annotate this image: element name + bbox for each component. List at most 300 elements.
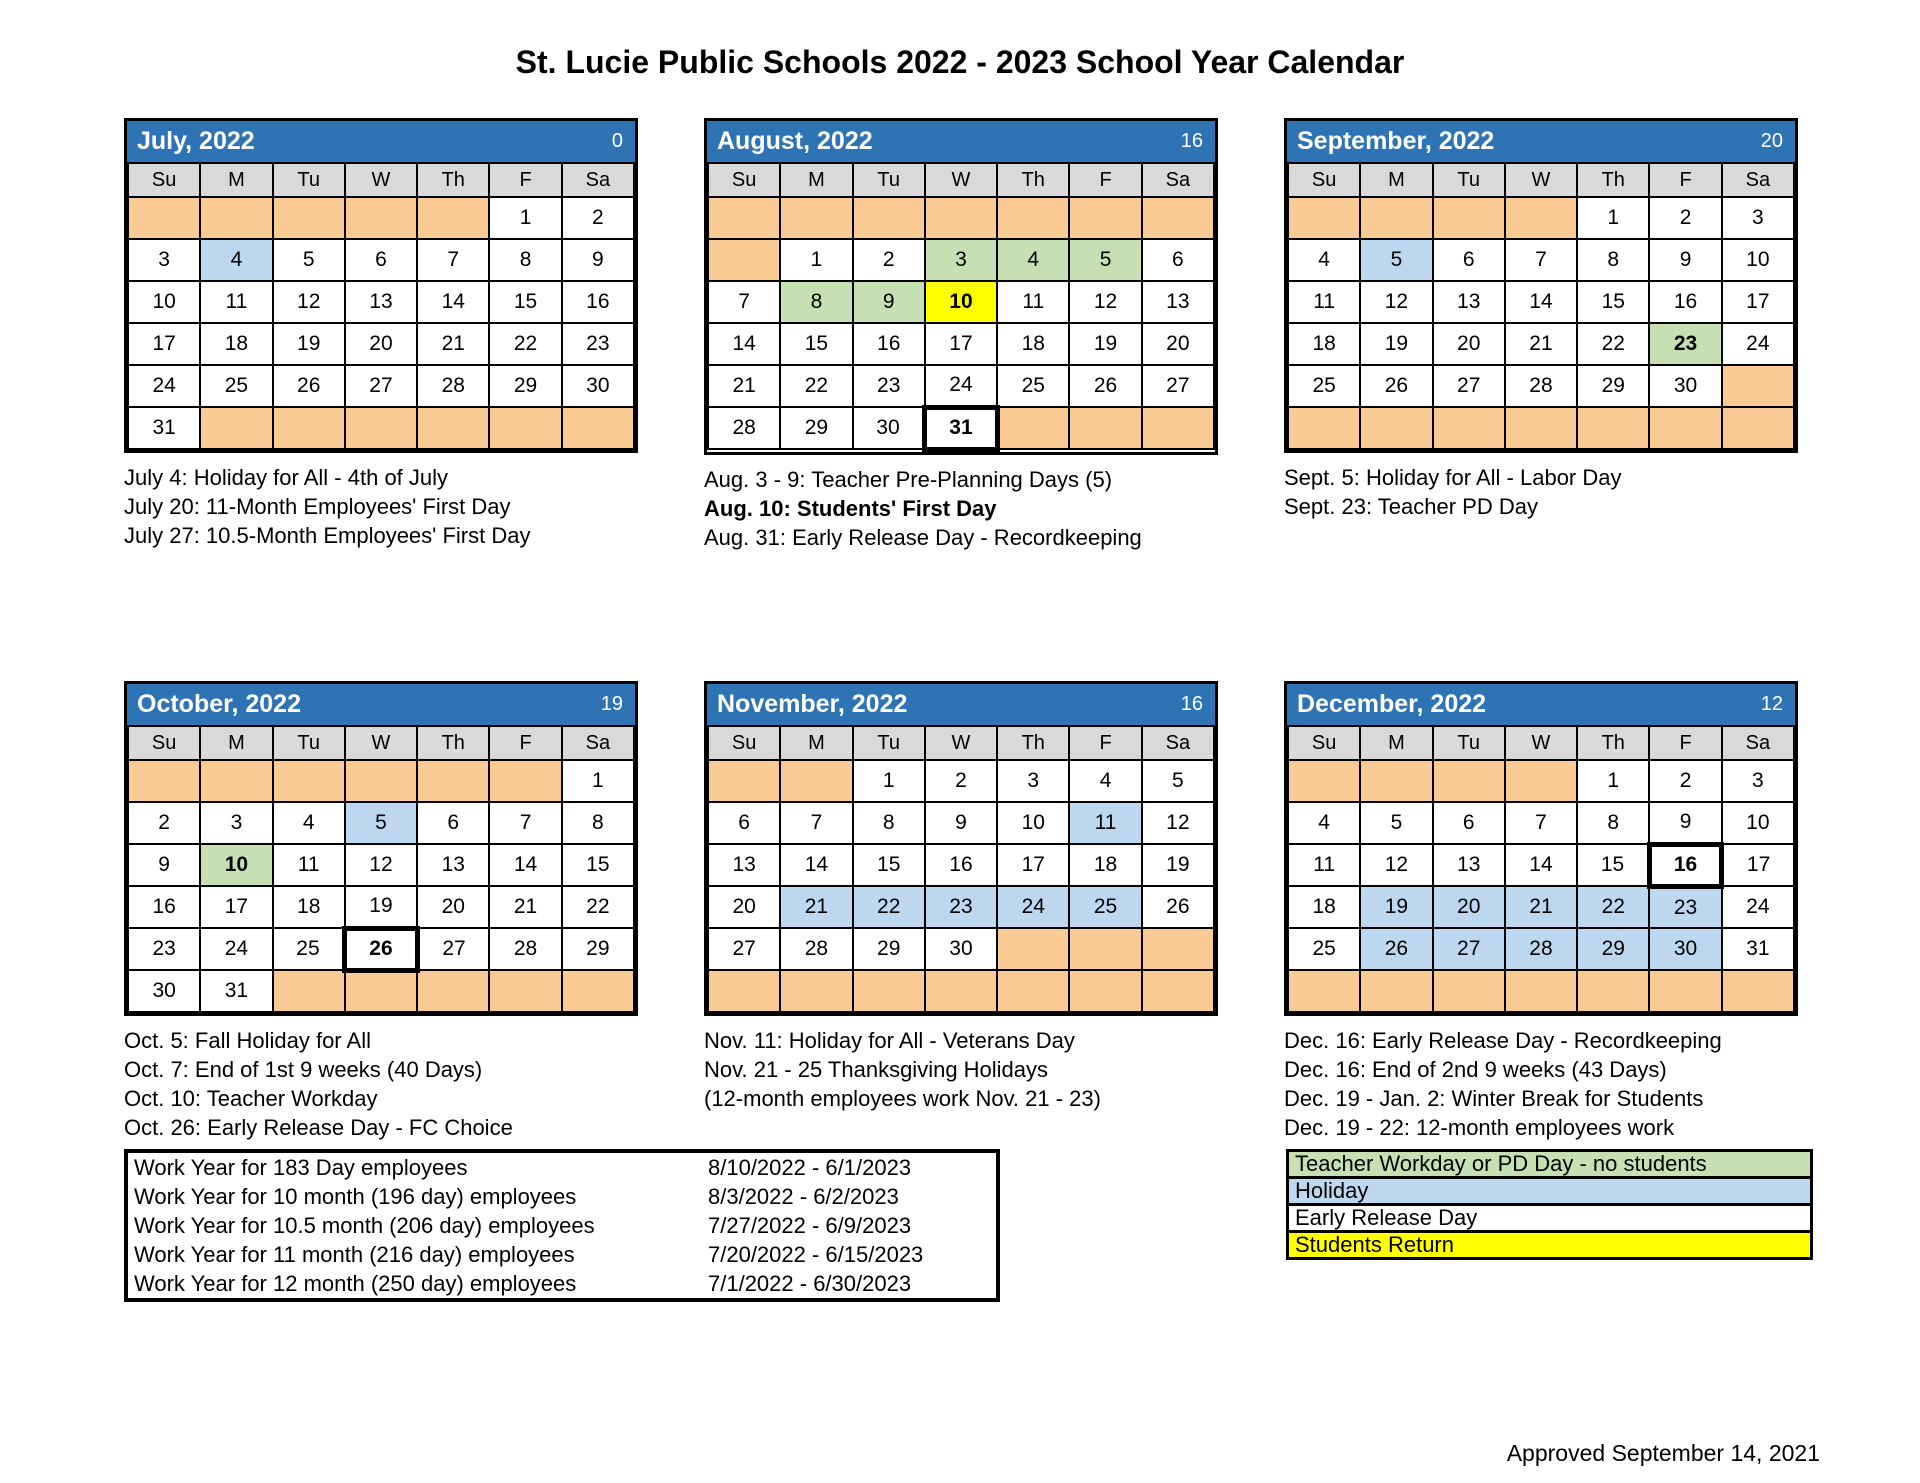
calendar-day-cell [273,197,345,239]
month-name: October, 2022 [137,690,301,718]
work-year-dates: 7/1/2022 - 6/30/2023 [708,1270,912,1296]
calendar-day-cell: 8 [489,239,561,281]
calendar-day-cell: 11 [1288,281,1360,323]
calendar-day-cell: 3 [200,802,272,844]
calendar-day-cell: 13 [1142,281,1214,323]
calendar-day-cell: 10 [128,281,200,323]
calendar-day-cell: 10 [1722,239,1794,281]
calendar-day-cell: 27 [708,928,780,970]
calendar-day-cell: 1 [853,760,925,802]
calendar-day-cell: 9 [128,844,200,886]
calendar-day-cell: 24 [1722,886,1794,928]
month-notes [124,463,638,550]
calendar-day-cell: 19 [1360,323,1432,365]
calendar-day-cell: 4 [1288,239,1360,281]
calendar-day-cell: 25 [1069,886,1141,928]
month-header [707,684,1215,725]
calendar-day-cell: 23 [562,323,634,365]
calendar-day-cell: 20 [708,886,780,928]
calendar-day-cell: 7 [780,802,852,844]
calendar-day-cell: 20 [345,323,417,365]
note-line: Nov. 21 - 25 Thanksgiving Holidays [704,1057,1049,1082]
legend-item-holiday: Holiday [1286,1176,1813,1206]
calendar-day-cell [1142,197,1214,239]
calendar-day-cell: 22 [1577,886,1649,928]
calendar-day-cell [562,970,634,1012]
calendar-day-cell: 11 [1288,844,1360,886]
legend-item-teacher: Teacher Workday or PD Day - no students [1286,1149,1813,1179]
calendar-day-cell [1577,970,1649,1012]
weekday-header: Su [1288,726,1360,760]
weekday-header: W [925,163,997,197]
calendar-day-cell: 14 [417,281,489,323]
calendar-day-cell [417,407,489,449]
calendar-day-cell: 30 [1649,928,1721,970]
calendar-day-cell: 2 [925,760,997,802]
calendar-day-cell: 8 [1577,239,1649,281]
calendar-day-cell [200,407,272,449]
calendar-day-cell [1360,760,1432,802]
weekday-header: Tu [853,163,925,197]
calendar-day-cell [1069,407,1141,449]
calendar-day-cell: 6 [1433,802,1505,844]
calendar-day-cell [1649,407,1721,449]
calendar-day-cell: 25 [200,365,272,407]
calendar-day-cell: 6 [1433,239,1505,281]
weekday-header: Sa [1142,726,1214,760]
calendar-day-cell: 6 [1142,239,1214,281]
note-line: Nov. 11: Holiday for All - Veterans Day [704,1028,1075,1053]
calendar-day-cell: 27 [1433,928,1505,970]
calendar-day-cell: 29 [853,928,925,970]
calendar-day-cell: 20 [1433,886,1505,928]
calendar-day-cell: 18 [1288,323,1360,365]
month-day-count: 12 [1760,693,1783,715]
weekday-header: W [1505,163,1577,197]
calendar-day-cell: 13 [417,844,489,886]
calendar-day-cell [417,970,489,1012]
calendar-day-cell: 29 [489,365,561,407]
note-line: Sept. 5: Holiday for All - Labor Day [1284,465,1622,490]
calendar-day-cell: 29 [1577,928,1649,970]
calendar-day-cell [489,407,561,449]
calendar-day-cell: 29 [562,928,634,970]
weekday-header: Sa [1722,163,1794,197]
weekday-header: Tu [1433,726,1505,760]
month-header [1287,121,1795,162]
month-name: July, 2022 [137,127,255,155]
month-day-count: 16 [1180,693,1203,715]
calendar-day-cell: 28 [1505,928,1577,970]
month-calendar [1284,681,1798,1016]
calendar-day-cell: 19 [1360,886,1432,928]
calendar-day-cell: 10 [997,802,1069,844]
calendar-day-cell: 15 [1577,844,1649,886]
calendar-day-cell: 10 [200,844,272,886]
calendar-day-cell: 2 [853,239,925,281]
work-year-label: Work Year for 11 month (216 day) employees [134,1241,575,1267]
calendar-day-cell: 16 [925,844,997,886]
calendar-day-cell [997,970,1069,1012]
month-grid [707,725,1215,1013]
calendar-day-cell: 17 [1722,281,1794,323]
calendar-day-cell: 2 [1649,760,1721,802]
calendar-day-cell [489,760,561,802]
calendar-day-cell: 11 [273,844,345,886]
calendar-day-cell: 12 [1360,844,1432,886]
calendar-day-cell: 30 [562,365,634,407]
month-name: December, 2022 [1297,690,1487,718]
month-day-count: 16 [1180,130,1203,152]
weekday-header: Sa [1722,726,1794,760]
calendar-day-cell [708,760,780,802]
calendar-day-cell: 22 [780,365,852,407]
calendar-day-cell: 31 [925,407,997,449]
month-day-count: 19 [600,693,623,715]
calendar-day-cell: 13 [1433,281,1505,323]
calendar-day-cell: 29 [1577,365,1649,407]
calendar-day-cell: 7 [1505,239,1577,281]
calendar-day-cell: 26 [345,928,417,970]
calendar-day-cell: 8 [1577,802,1649,844]
calendar-day-cell [200,197,272,239]
month-day-count: 20 [1760,130,1783,152]
weekday-header: Sa [562,163,634,197]
calendar-day-cell [925,197,997,239]
calendar-day-cell: 1 [780,239,852,281]
calendar-day-cell: 27 [345,365,417,407]
calendar-day-cell: 17 [128,323,200,365]
calendar-day-cell: 20 [1433,323,1505,365]
calendar-day-cell: 28 [489,928,561,970]
month-notes [704,465,1218,552]
calendar-day-cell: 17 [997,844,1069,886]
page-title: St. Lucie Public Schools 2022 - 2023 School Year Calendar [515,44,1405,80]
month-grid [127,162,635,450]
calendar-day-cell: 7 [489,802,561,844]
calendar-day-cell: 23 [128,928,200,970]
calendar-day-cell: 14 [1505,281,1577,323]
calendar-day-cell: 23 [853,365,925,407]
calendar-day-cell: 21 [417,323,489,365]
calendar-day-cell [780,970,852,1012]
calendar-day-cell: 29 [780,407,852,449]
month-notes [704,1026,1218,1113]
weekday-header: Sa [562,726,634,760]
calendar-day-cell: 4 [1069,760,1141,802]
calendar-day-cell: 9 [1649,239,1721,281]
calendar-day-cell: 5 [1069,239,1141,281]
month-calendar [1284,118,1798,453]
calendar-day-cell: 12 [1069,281,1141,323]
weekday-header: M [1360,726,1432,760]
work-year-dates: 8/3/2022 - 6/2/2023 [708,1183,899,1209]
note-line: July 4: Holiday for All - 4th of July [124,465,449,490]
weekday-header: Su [1288,163,1360,197]
calendar-day-cell: 4 [997,239,1069,281]
calendar-day-cell: 12 [273,281,345,323]
calendar-day-cell [1069,928,1141,970]
calendar-day-cell: 16 [853,323,925,365]
work-year-label: Work Year for 12 month (250 day) employees [134,1270,577,1296]
work-year-row [128,1153,996,1182]
calendar-day-cell: 19 [273,323,345,365]
calendar-day-cell [1433,760,1505,802]
calendar-day-cell [273,760,345,802]
calendar-day-cell: 5 [1142,760,1214,802]
month-block [124,681,638,1142]
calendar-day-cell: 10 [925,281,997,323]
calendar-day-cell [1288,970,1360,1012]
note-line: Aug. 10: Students' First Day [704,495,997,521]
calendar-day-cell: 3 [1722,760,1794,802]
calendar-day-cell [1142,407,1214,449]
calendar-day-cell: 2 [128,802,200,844]
color-legend [1286,1149,1813,1260]
weekday-header: Su [708,163,780,197]
work-year-row [128,1240,996,1269]
calendar-day-cell: 10 [1722,802,1794,844]
calendar-day-cell: 13 [708,844,780,886]
calendar-day-cell: 31 [128,407,200,449]
calendar-day-cell [128,197,200,239]
calendar-day-cell: 4 [1288,802,1360,844]
calendar-day-cell: 25 [273,928,345,970]
calendar-day-cell: 3 [1722,197,1794,239]
weekday-header: Su [128,726,200,760]
calendar-day-cell: 21 [708,365,780,407]
calendar-day-cell [562,407,634,449]
weekday-header: M [200,163,272,197]
calendar-day-cell [997,928,1069,970]
calendar-day-cell [1433,407,1505,449]
calendar-day-cell: 16 [562,281,634,323]
calendar-day-cell: 1 [489,197,561,239]
months-row-2 [124,681,1798,1142]
month-header [127,684,635,725]
calendar-day-cell [1288,407,1360,449]
calendar-day-cell: 25 [1288,365,1360,407]
note-line: July 27: 10.5-Month Employees' First Day [124,523,531,548]
month-header [127,121,635,162]
weekday-header: Tu [1433,163,1505,197]
calendar-day-cell: 21 [1505,886,1577,928]
calendar-day-cell [273,970,345,1012]
calendar-day-cell [708,970,780,1012]
calendar-day-cell: 28 [417,365,489,407]
calendar-day-cell: 7 [417,239,489,281]
calendar-day-cell: 24 [925,365,997,407]
calendar-day-cell: 15 [562,844,634,886]
calendar-day-cell: 16 [128,886,200,928]
month-notes [1284,463,1798,521]
month-header [1287,684,1795,725]
bottom-section [124,1149,1813,1302]
calendar-day-cell: 20 [1142,323,1214,365]
weekday-header: M [780,726,852,760]
calendar-day-cell: 14 [780,844,852,886]
calendar-day-cell: 14 [489,844,561,886]
calendar-day-cell: 31 [1722,928,1794,970]
calendar-day-cell: 5 [273,239,345,281]
calendar-day-cell: 9 [562,239,634,281]
calendar-day-cell: 6 [708,802,780,844]
weekday-header: W [345,163,417,197]
calendar-day-cell: 7 [708,281,780,323]
calendar-day-cell: 12 [1360,281,1432,323]
calendar-day-cell: 3 [925,239,997,281]
calendar-day-cell: 5 [345,802,417,844]
month-name: August, 2022 [717,127,873,155]
weekday-header: F [1649,163,1721,197]
month-grid [1287,162,1795,450]
month-notes [124,1026,638,1142]
calendar-day-cell [1649,970,1721,1012]
calendar-day-cell: 5 [1360,239,1432,281]
month-grid [127,725,635,1013]
weekday-header: Tu [273,726,345,760]
month-grid [707,162,1215,452]
work-year-label: Work Year for 10.5 month (206 day) employees [134,1212,595,1238]
work-year-dates: 7/20/2022 - 6/15/2023 [708,1241,924,1267]
calendar-day-cell [1360,970,1432,1012]
work-year-row [128,1211,996,1240]
calendar-day-cell: 30 [1649,365,1721,407]
calendar-day-cell: 3 [128,239,200,281]
calendar-day-cell: 6 [345,239,417,281]
calendar-day-cell [925,970,997,1012]
calendar-day-cell [1722,970,1794,1012]
month-block [1284,118,1798,552]
calendar-day-cell: 18 [1069,844,1141,886]
calendar-day-cell: 9 [925,802,997,844]
calendar-day-cell: 5 [1360,802,1432,844]
calendar-day-cell: 30 [853,407,925,449]
calendar-day-cell [1505,970,1577,1012]
calendar-day-cell: 15 [1577,281,1649,323]
calendar-day-cell: 9 [853,281,925,323]
note-line: Dec. 16: Early Release Day - Recordkeeping [1284,1028,1722,1053]
weekday-header: F [1069,726,1141,760]
month-header [707,121,1215,162]
note-line: Oct. 7: End of 1st 9 weeks (40 Days) [124,1057,483,1082]
note-line: Dec. 19 - 22: 12-month employees work [1284,1115,1675,1140]
calendar-day-cell: 26 [1360,365,1432,407]
weekday-header: Sa [1142,163,1214,197]
month-block [1284,681,1798,1142]
calendar-day-cell: 17 [200,886,272,928]
calendar-day-cell [1069,197,1141,239]
calendar-day-cell [780,760,852,802]
weekday-header: F [1069,163,1141,197]
calendar-day-cell: 15 [489,281,561,323]
work-year-label: Work Year for 10 month (196 day) employees [134,1183,577,1209]
calendar-day-cell [708,197,780,239]
note-line: Dec. 16: End of 2nd 9 weeks (43 Days) [1284,1057,1667,1082]
calendar-day-cell: 24 [200,928,272,970]
calendar-day-cell: 26 [1360,928,1432,970]
calendar-day-cell: 17 [1722,844,1794,886]
calendar-day-cell: 22 [489,323,561,365]
calendar-day-cell [273,407,345,449]
calendar-day-cell: 22 [853,886,925,928]
calendar-day-cell [1505,197,1577,239]
calendar-day-cell: 22 [1577,323,1649,365]
calendar-day-cell: 31 [200,970,272,1012]
calendar-day-cell: 27 [1433,365,1505,407]
work-year-row [128,1182,996,1211]
calendar-day-cell: 23 [1649,886,1721,928]
calendar-day-cell: 26 [1069,365,1141,407]
calendar-day-cell: 15 [853,844,925,886]
weekday-header: Th [417,726,489,760]
calendar-day-cell [1505,407,1577,449]
calendar-day-cell: 19 [1069,323,1141,365]
calendar-day-cell: 13 [1433,844,1505,886]
month-grid [1287,725,1795,1013]
weekday-header: Th [997,726,1069,760]
month-day-count: 0 [611,130,623,152]
calendar-day-cell [997,197,1069,239]
calendar-day-cell: 11 [200,281,272,323]
month-name: November, 2022 [717,690,908,718]
weekday-header: Th [1577,163,1649,197]
calendar-day-cell [345,197,417,239]
calendar-day-cell [1360,407,1432,449]
calendar-day-cell: 18 [200,323,272,365]
calendar-day-cell [417,197,489,239]
calendar-day-cell [1722,365,1794,407]
month-block [704,681,1218,1142]
calendar-day-cell [1433,197,1505,239]
weekday-header: M [200,726,272,760]
calendar-day-cell [345,760,417,802]
calendar-day-cell: 17 [925,323,997,365]
calendar-day-cell [997,407,1069,449]
note-line: (12-month employees work Nov. 21 - 23) [704,1086,1101,1111]
work-year-table [124,1149,1000,1302]
calendar-day-cell: 21 [1505,323,1577,365]
calendar-day-cell: 14 [1505,844,1577,886]
calendar-day-cell: 27 [417,928,489,970]
weekday-header: W [925,726,997,760]
calendar-day-cell: 28 [708,407,780,449]
calendar-day-cell [1288,760,1360,802]
approved-date-text: Approved September 14, 2021 [1506,1440,1820,1466]
weekday-header: M [780,163,852,197]
note-line: Dec. 19 - Jan. 2: Winter Break for Students [1284,1086,1704,1111]
calendar-day-cell: 30 [128,970,200,1012]
calendar-day-cell: 20 [417,886,489,928]
weekday-header: W [1505,726,1577,760]
calendar-day-cell [1433,970,1505,1012]
calendar-day-cell [1069,970,1141,1012]
work-year-dates: 7/27/2022 - 6/9/2023 [708,1212,912,1238]
calendar-day-cell: 12 [345,844,417,886]
calendar-day-cell [1360,197,1432,239]
calendar-day-cell: 16 [1649,844,1721,886]
calendar-day-cell: 21 [780,886,852,928]
weekday-header: F [1649,726,1721,760]
weekday-header: Th [997,163,1069,197]
note-line: Aug. 31: Early Release Day - Recordkeeping [704,524,1142,550]
note-line: Oct. 5: Fall Holiday for All [124,1028,371,1053]
legend-item-return: Students Return [1286,1230,1813,1260]
calendar-day-cell: 24 [128,365,200,407]
weekday-header: M [1360,163,1432,197]
month-notes [1284,1026,1798,1142]
note-line: Oct. 10: Teacher Workday [124,1086,378,1111]
